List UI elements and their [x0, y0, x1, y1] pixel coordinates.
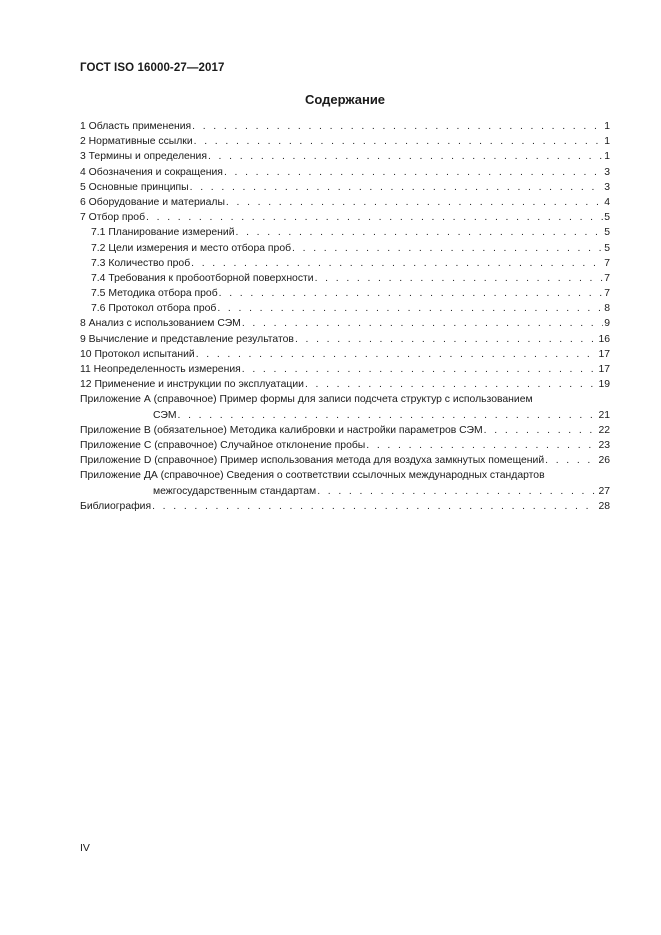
toc-entry-2[interactable]	[80, 134, 610, 149]
dot-leader	[192, 119, 603, 134]
dot-leader	[317, 484, 597, 499]
toc-entry-page: 26	[598, 455, 610, 467]
dot-leader	[292, 241, 603, 256]
toc-entry-page: 1	[604, 151, 610, 163]
toc-entry-label-continuation: межгосударственным стандартам	[153, 485, 317, 497]
toc-entry-page: 5	[604, 227, 610, 239]
dot-leader	[545, 453, 597, 468]
toc-entry-page: 3	[604, 166, 610, 178]
toc-entry-10[interactable]	[80, 347, 610, 362]
dot-leader	[208, 149, 603, 164]
toc-entry-4[interactable]	[80, 165, 610, 180]
toc-entry-label: 7.2 Цели измерения и место отбора проб	[91, 242, 292, 254]
toc-entry-6[interactable]	[80, 195, 610, 210]
dot-leader	[295, 332, 598, 347]
dot-leader	[484, 423, 598, 438]
toc-entry-page: 4	[604, 196, 610, 208]
toc-entry-label: 2 Нормативные ссылки	[80, 136, 193, 148]
toc-entry-appendix-c[interactable]	[80, 438, 610, 453]
dot-leader	[190, 180, 604, 195]
toc-entry-5[interactable]	[80, 180, 610, 195]
dot-leader	[242, 316, 603, 331]
toc-entry-label: 4 Обозначения и сокращения	[80, 166, 223, 178]
toc-entry-label: 3 Термины и определения	[80, 151, 207, 163]
toc-entry-7-1[interactable]	[80, 225, 610, 240]
toc-entry-appendix-da[interactable]	[80, 468, 610, 498]
toc-entry-page: 7	[604, 257, 610, 269]
toc-entry-page: 27	[598, 485, 610, 497]
toc-entry-page: 7	[604, 288, 610, 300]
toc-entry-page: 8	[604, 303, 610, 315]
toc-entry-7-2[interactable]	[80, 241, 610, 256]
dot-leader	[366, 438, 597, 453]
toc-entry-appendix-d[interactable]	[80, 453, 610, 468]
toc-entry-label: 7.5 Методика отбора проб	[91, 288, 218, 300]
toc-entry-page: 17	[598, 364, 610, 375]
table-of-contents	[80, 119, 610, 514]
toc-entry-7-4[interactable]	[80, 271, 610, 286]
dot-leader	[194, 134, 604, 149]
toc-entry-page: 21	[598, 409, 610, 421]
dot-leader	[224, 165, 603, 180]
toc-entry-label: 7.4 Требования к пробоотборной поверхности	[91, 272, 314, 284]
toc-entry-label: 6 Оборудование и материалы	[80, 196, 225, 208]
toc-entry-page: 17	[598, 348, 610, 360]
toc-entry-1[interactable]	[80, 119, 610, 134]
toc-entry-label: 9 Вычисление и представление результатов	[80, 333, 294, 345]
toc-entry-page: 1	[604, 121, 610, 132]
dot-leader	[178, 408, 598, 423]
toc-entry-label: Приложение В (обязательное) Методика калибровки и настройки параметров СЭМ	[80, 424, 483, 436]
toc-entry-page: 1	[604, 136, 610, 148]
toc-entry-bibliography[interactable]	[80, 499, 610, 514]
toc-entry-page: 5	[604, 212, 610, 224]
toc-entry-label: Приложение D (справочное) Пример использования метода для воздуха замкнутых помещений	[80, 455, 545, 467]
toc-title: Содержание	[304, 92, 386, 107]
dot-leader	[305, 377, 598, 392]
toc-entry-page: 9	[604, 318, 610, 330]
toc-entry-label: Приложение С (справочное) Случайное отклонение пробы	[80, 439, 366, 451]
toc-entry-appendix-a[interactable]	[80, 392, 610, 422]
dot-leader	[315, 271, 604, 286]
toc-entry-label: 5 Основные принципы	[80, 181, 189, 193]
toc-entry-3[interactable]	[80, 149, 610, 164]
toc-entry-label: 8 Анализ с использованием СЭМ	[80, 318, 241, 330]
toc-entry-label: Библиография	[80, 500, 152, 512]
dot-leader	[242, 362, 598, 377]
toc-entry-11[interactable]	[80, 362, 610, 377]
toc-entry-label: 1 Область применения	[80, 121, 192, 132]
toc-entry-label: 7.1 Планирование измерений	[91, 227, 235, 239]
toc-entry-label: 10 Протокол испытаний	[80, 348, 195, 360]
toc-entry-7-6[interactable]	[80, 301, 610, 316]
dot-leader	[191, 256, 603, 271]
toc-entry-label: 12 Применение и инструкции по эксплуатации	[80, 379, 304, 391]
toc-entry-label: 7.6 Протокол отбора проб	[91, 303, 217, 315]
toc-entry-12[interactable]	[80, 377, 610, 392]
toc-entry-appendix-b[interactable]	[80, 423, 610, 438]
dot-leader	[196, 347, 598, 362]
dot-leader	[219, 286, 604, 301]
document-code-header: ГОСТ ISO 16000-27—2017	[80, 62, 225, 74]
dot-leader	[146, 210, 603, 225]
toc-entry-page: 23	[598, 439, 610, 451]
toc-entry-7[interactable]	[80, 210, 610, 225]
toc-entry-9[interactable]	[80, 332, 610, 347]
toc-entry-label: 7 Отбор проб	[80, 212, 146, 224]
toc-entry-page: 16	[598, 333, 610, 345]
toc-entry-label: 11 Неопределенность измерения	[80, 364, 241, 375]
toc-entry-page: 22	[598, 424, 610, 436]
toc-entry-page: 7	[604, 272, 610, 284]
toc-entry-7-5[interactable]	[80, 286, 610, 301]
dot-leader	[152, 499, 597, 514]
dot-leader	[217, 301, 603, 316]
toc-entry-label-continuation: СЭМ	[153, 409, 177, 421]
toc-entry-label: Приложение ДА (справочное) Сведения о соответствии ссылочных международных стандартов	[80, 470, 545, 482]
dot-leader	[226, 195, 603, 210]
toc-entry-label: Приложение А (справочное) Пример формы для записи подсчета структур с использованием	[80, 394, 533, 406]
toc-entry-page: 3	[604, 181, 610, 193]
dot-leader	[236, 225, 604, 240]
toc-entry-page: 5	[604, 242, 610, 254]
toc-entry-page: 19	[598, 379, 610, 391]
toc-entry-7-3[interactable]	[80, 256, 610, 271]
toc-entry-page: 28	[598, 500, 610, 512]
toc-entry-label: 7.3 Количество проб	[91, 257, 191, 269]
toc-entry-8[interactable]	[80, 316, 610, 331]
page-number: IV	[80, 842, 90, 854]
